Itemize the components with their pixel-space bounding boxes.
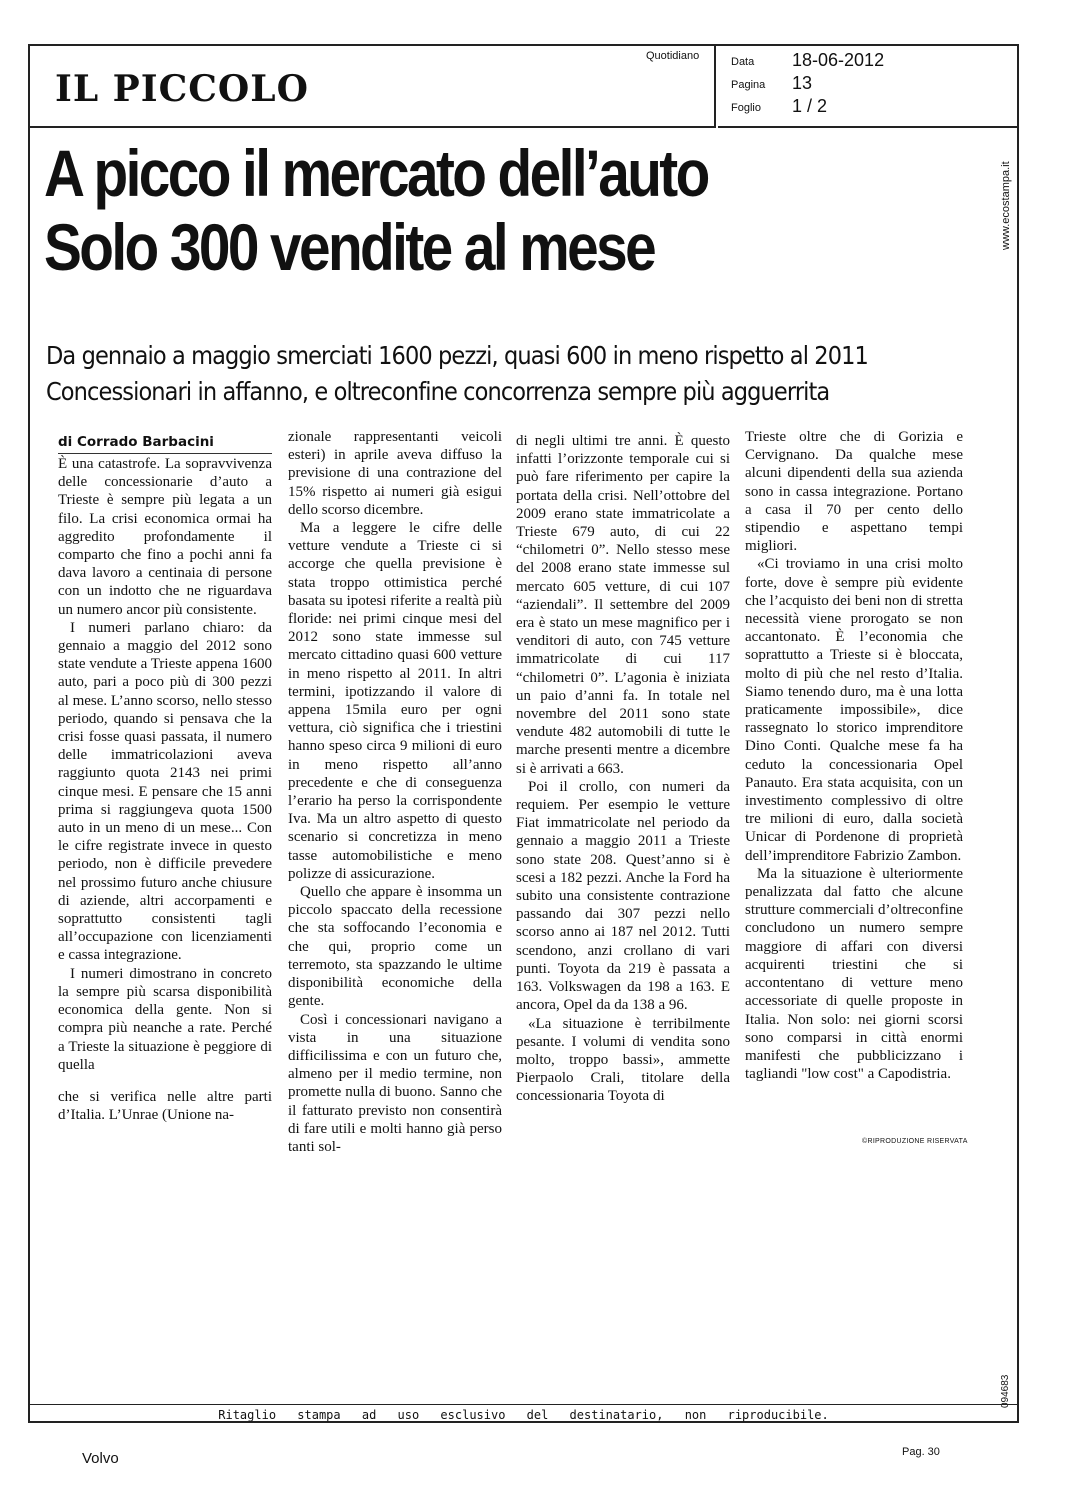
paragraph: I numeri parlano chiaro: da gennaio a maggio del 2012 sono state vendute a Trieste appena 1600 auto, pari a poco più di 300 pezzi al mese. L’anno scorso, nello stesso periodo, quando si pensava che la crisi fosse quasi passata, il numero delle immatricolazioni aveva raggiunto quota 2143 nei primi cinque mesi. E pensare che 15 anni prima si raggiungeva quota 1500 auto in un meno di un mese... Con le cifre registrate invece in questo periodo, non è difficile prevedere nel prossimo futuro anche chiusure di aziende, altri accorpamenti e soprattutto consistenti tagli all’occupazione con licenziamenti e cassa integrazione.: [58, 619, 272, 964]
data-value: 18-06-2012: [792, 50, 885, 70]
pagina-label: Pagina: [731, 79, 766, 91]
subheadline: [46, 338, 928, 410]
article-column-3: [516, 432, 730, 1106]
paragraph: che si verifica nelle altre parti d’Italia. L’Unrae (Unione na-: [58, 1088, 272, 1124]
article-column-4: [745, 428, 963, 1083]
copyright-notice: ©RIPRODUZIONE RISERVATA: [862, 1138, 968, 1145]
headline-line-2: Solo 300 vendite al mese: [44, 210, 655, 284]
paragraph: Poi il crollo, con numeri da requiem. Per esempio le vetture Fiat immatricolate nel periodo da gennaio a maggio 2011 a Trieste sono state 208. Quest’anno si è scesi a 182 pezzi. Anche la Ford ha subito una consistente contrazione passando dai 307 pezzi nello scorso anno ai 187 nel 2012. Tutti scendono, anzi crollano di vari punti. Toyota da 219 è passata a 163. Volkswagen da 198 a 163. E ancora, Opel da da 138 a 96.: [516, 778, 730, 1014]
side-code-text: 094683: [1000, 1374, 1011, 1408]
byline: di Corrado Barbacini: [58, 434, 272, 454]
paragraph: Quello che appare è insomma un piccolo spaccato della recessione che sta soffocando l’economia e che qui, proprio come un terremoto, sta spazzando le ultime disponibilità economiche della gente.: [288, 884, 502, 1010]
headline-line-1: A picco il mercato dell’auto: [44, 136, 708, 210]
pagina-value: 13: [792, 73, 813, 93]
paragraph: Ma a leggere le cifre delle vetture vendute a Trieste ci si accorge che quella previsione è stata troppo ottimistica perché basata su ipotesi riferite a realtà più floride: nei primi cinque mesi del 2012 sono state immesse sul mercato cittadino quasi 600 vetture in meno rispetto al 2011. In altri termini, ipotizzando il valore di appena 15mila euro per ogni vettura, ciò significa che i triestini hanno speso circa 9 milioni di euro in meno rispetto all’anno precedente e che di conseguenza l’erario ha perso la corrispondente Iva. Ma un altro aspetto di questo scenario si concretizza in meno tasse automobilistiche e meno polizze di assicurazione.: [288, 520, 502, 882]
paragraph: «La situazione è terribilmente pesante. I volumi di vendita sono molto, troppo bassi», ammette Pierpaolo Crali, titolare della concessionaria Toyota di: [516, 1015, 730, 1105]
newspaper-logo: IL PICCOLO: [55, 68, 309, 110]
data-label: Data: [731, 56, 755, 68]
foglio-label: Foglio: [731, 102, 761, 114]
foglio-value: 1 / 2: [792, 96, 828, 116]
paragraph: «Ci troviamo in una crisi molto forte, dove è sempre più evidente che l’acquisto dei beni non di stretta necessità viene prorogato se non accantonato. È l’economia che soprattutto a Trieste si è bloccata, molto di più che nel resto d’Italia. Siamo tenendo duro, ma è una lotta praticamente impossibile», dice rassegnato lo storico imprenditore Dino Conti. Qualche mese fa ha ceduto la concessionaria Opel Panauto. Era stata acquisita, con un investimento complessivo di oltre tre milioni di euro, dalla società Unicar di Pordenone di proprietà dell’imprenditore Fabrizio Zambon.: [745, 556, 963, 864]
footer-notice: Ritaglio stampa ad uso esclusivo del destinatario, non riproducibile.: [30, 1404, 1017, 1423]
article-column-1: [58, 455, 272, 1124]
page-number: Pag. 30: [902, 1446, 940, 1458]
side-code: [1000, 1360, 1014, 1410]
paragraph: I numeri dimostrano in concreto la sempre più scarsa disponibilità economica della gente. Non si compra più neanche a rate. Perché a Trieste la situazione è peggiore di quella: [58, 965, 272, 1073]
side-url-text: www.ecostampa.it: [1000, 161, 1012, 250]
paragraph: Trieste oltre che di Gorizia e Cervignano. Da qualche mese alcuni dipendenti della sua azienda sono in cassa integrazione. Portano a casa il 70 per cento dello stipendio e aspettano tempi migliori.: [745, 429, 963, 555]
subhead-line-1: Da gennaio a maggio smerciati 1600 pezzi, quasi 600 in meno rispetto al 2011: [46, 341, 868, 370]
paragraph: zionale rappresentanti veicoli esteri) in aprile aveva diffuso la previsione di una contrazione del 15% rispetto ai numeri già esigui dello scorso dicembre.: [288, 429, 502, 518]
paragraph: Ma la situazione è ulteriormente penalizzata dal fatto che alcune strutture commerciali d’oltreconfine concludono un numero sempre maggiore di affari con diversi acquirenti triestini che si accontentano di vetture meno accessoriate di quelle proposte in Italia. Non solo: nei giorni scorsi sono comparsi in città enormi manifesti che pubblicizzano i tagliandi "low cost" a Capodistria.: [745, 865, 963, 1083]
headline: [44, 136, 852, 284]
paragraph: È una catastrofe. La sopravvivenza delle concessionarie d’auto a Trieste è sempre più legata a un filo. La crisi economica ormai ha aggredito profondamente il comparto che fino a pochi anni fa dava lavoro a centinaia di persone con un indotto che ne riguardava un numero ancor più consistente.: [58, 456, 272, 618]
side-url: [1000, 140, 1014, 260]
paragraph: Così i concessionari navigano a vista in una situazione difficilissima e con un futuro che, almeno per il medio termine, non promette nulla di buono. Sanno che il fatturato previsto non consentirà di fare utili e molti hanno già perso tanti sol-: [288, 1011, 502, 1155]
client-name: Volvo: [82, 1450, 119, 1467]
publication-type: Quotidiano: [646, 50, 700, 62]
subhead-line-2: Concessionari in affanno, e oltreconfine concorrenza sempre più agguerrita: [46, 377, 830, 406]
paragraph: di negli ultimi tre anni. È questo infatti l’orizzonte temporale cui si può fare riferimento per capire la portata della crisi. Nell’ottobre del 2009 erano state immatricolate a Trieste 679 auto, di cui 22 “chilometri 0”. Nello stesso mese del 2008 erano state immesse sul mercato 605 vetture, di cui 107 “aziendali”. Il settembre del 2009 era è stato un mese magnifico per i venditori di auto, con 745 vetture immatricolate di cui 117 “chilometri 0”. L’agonia è iniziata un paio d’anni fa. In totale nel novembre del 2011 sono state vendute 482 automobili di tutte le marche presenti mentre a dicembre si è arrivati a 663.: [516, 433, 730, 777]
article-column-2: [288, 428, 502, 1156]
